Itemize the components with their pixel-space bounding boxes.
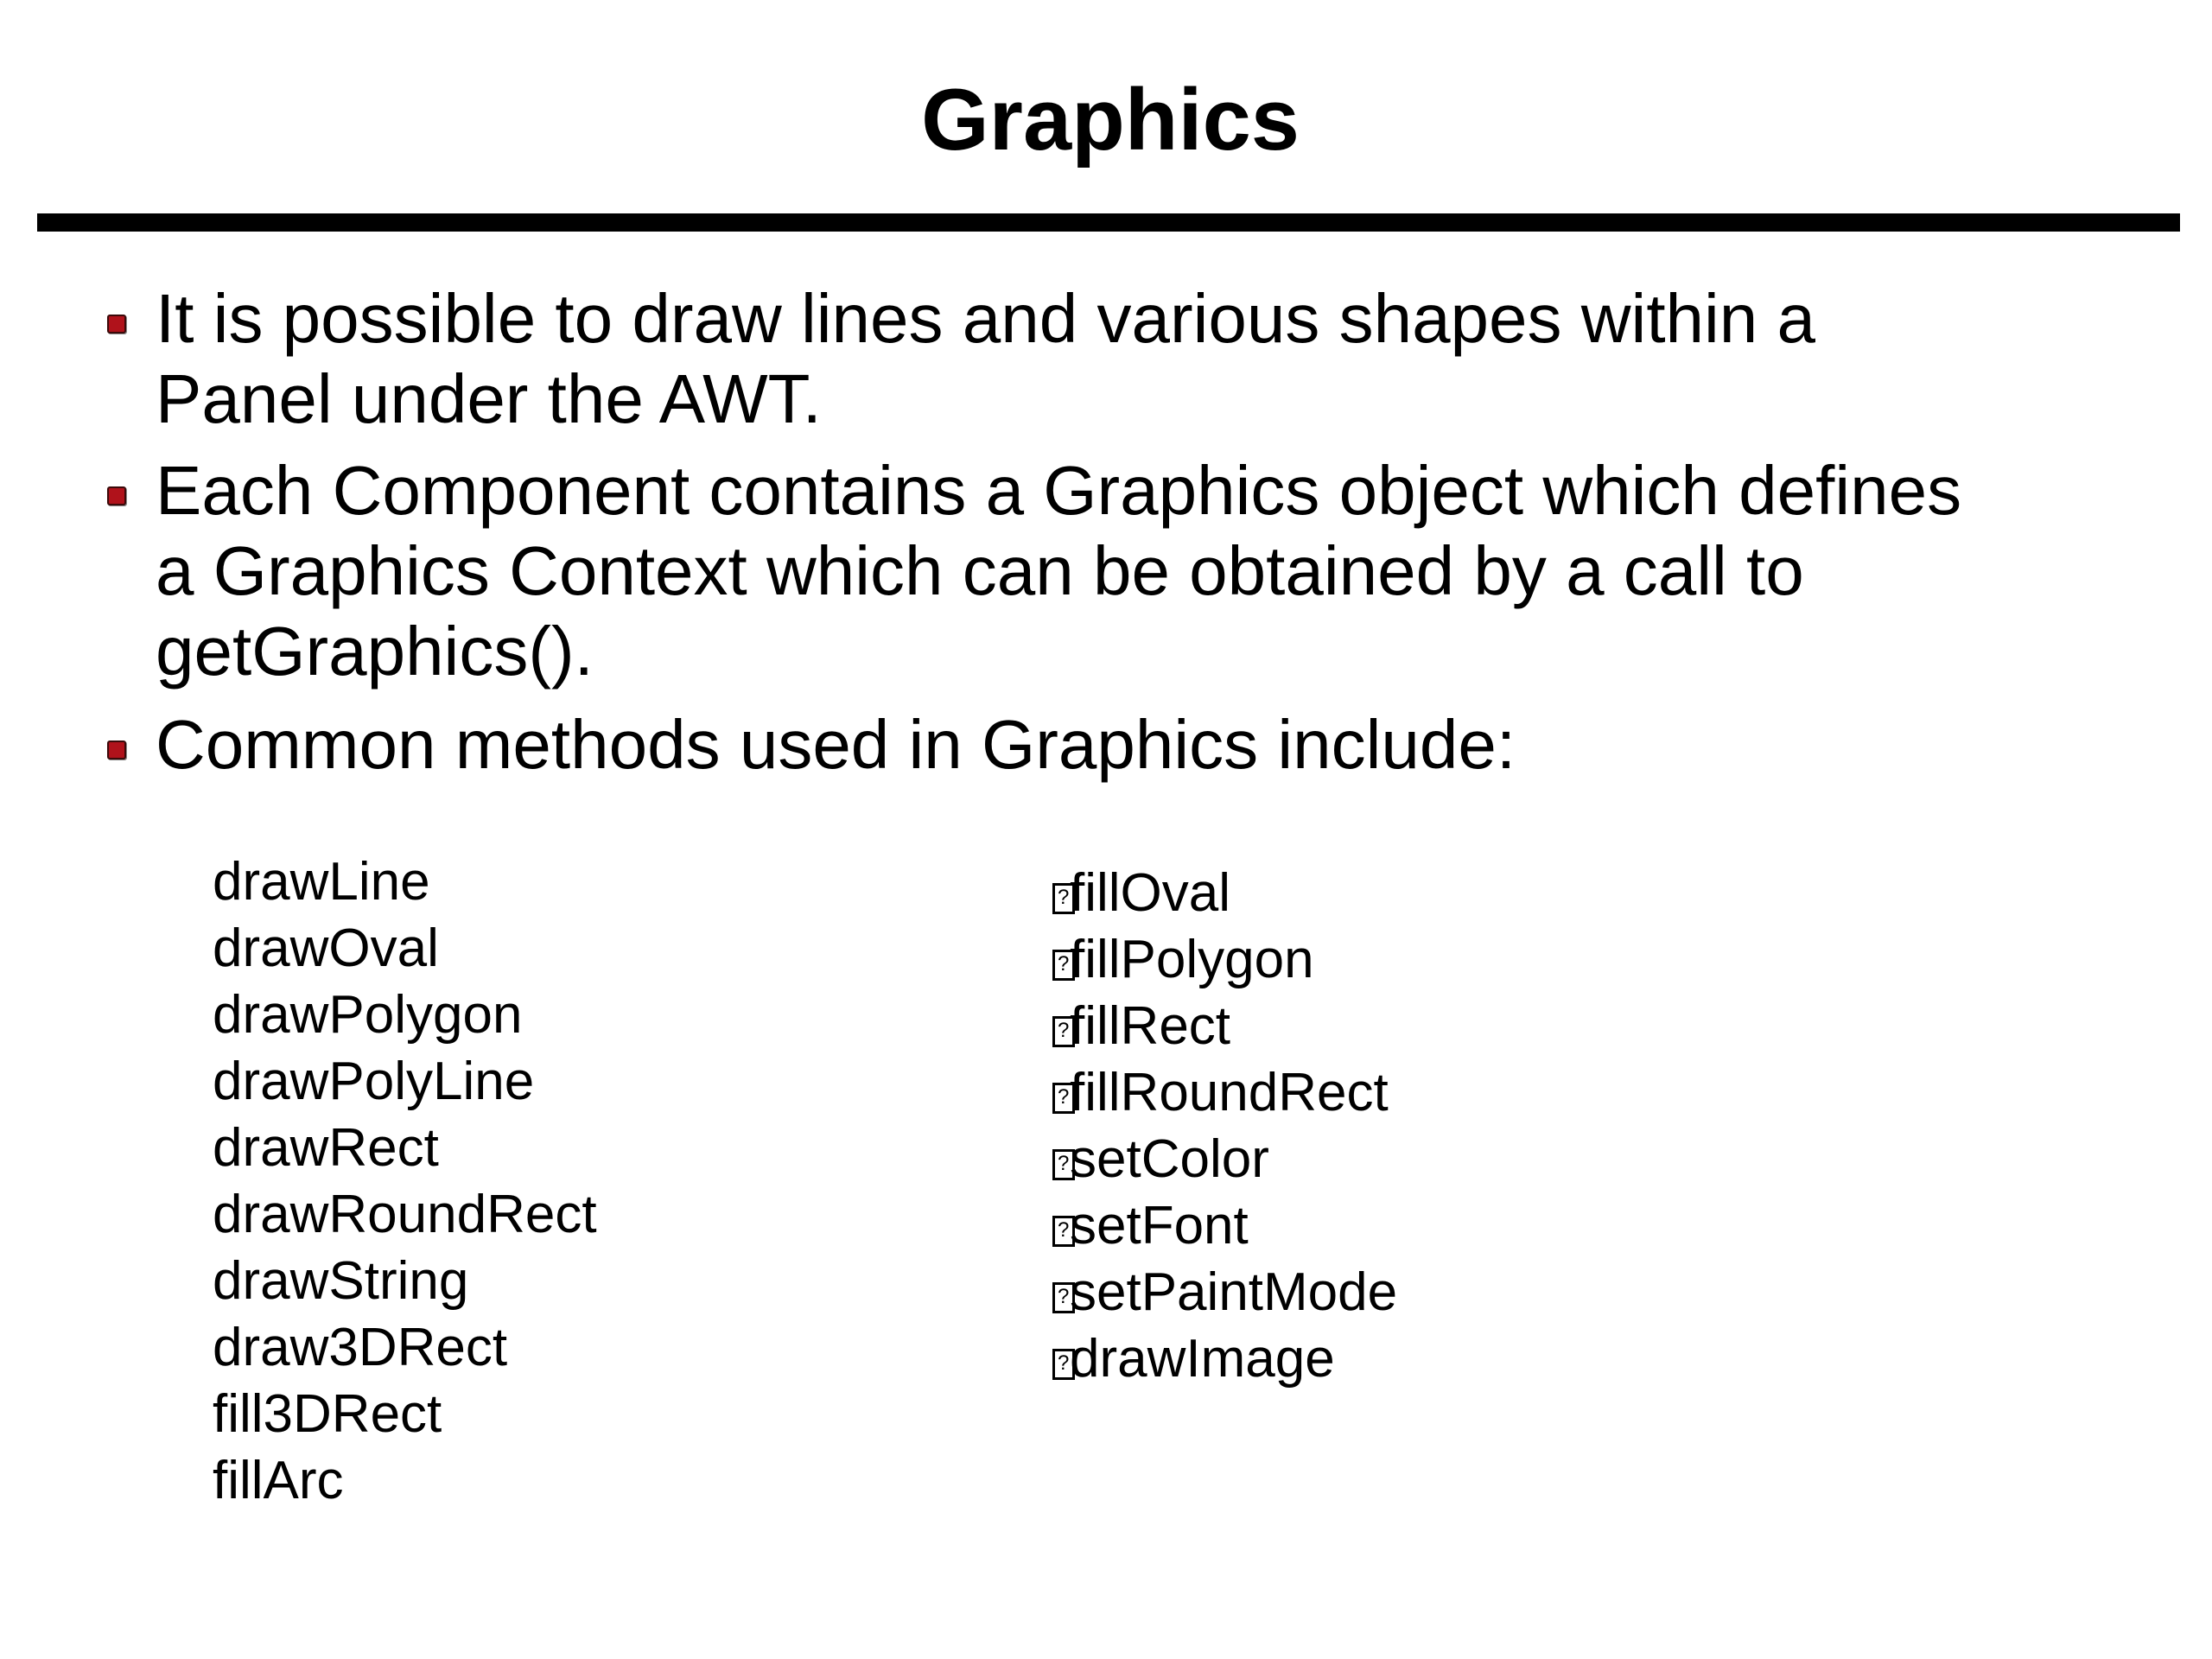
method-item: draw3DRect (213, 1318, 508, 1377)
method-item (1052, 926, 1397, 993)
method-label: fillOval (1070, 863, 1231, 923)
method-item: fill3DRect (213, 1384, 442, 1444)
method-item (1052, 1126, 1397, 1192)
bullet-item (156, 704, 2143, 785)
slide-title: Graphics (921, 72, 1300, 168)
bullet-item (156, 450, 2143, 691)
method-item: drawString (213, 1251, 469, 1311)
missing-glyph-icon (1052, 1083, 1075, 1114)
bullet-text: Common methods used in Graphics include: (156, 706, 1516, 783)
method-item: drawOval (213, 918, 439, 978)
method-item (1052, 1192, 1397, 1259)
method-item: drawLine (213, 852, 430, 912)
title-divider (37, 213, 2180, 232)
method-item (1052, 1325, 1397, 1392)
method-item: drawRoundRect (213, 1185, 597, 1244)
bullet-text: It is possible to draw lines and various shapes within a Panel under the AWT. (156, 280, 1816, 437)
method-item (1052, 1259, 1397, 1325)
square-bullet-icon (107, 741, 126, 760)
bullet-text: Each Component contains a Graphics object which defines a Graphics Context which can be obtained by a call to getGraphics(). (156, 452, 1962, 690)
method-label: drawImage (1070, 1329, 1335, 1389)
method-item: drawPolyLine (213, 1052, 535, 1111)
missing-glyph-icon (1052, 1349, 1075, 1380)
square-bullet-icon (107, 486, 126, 505)
method-item: fillArc (213, 1451, 344, 1510)
method-item (1052, 860, 1397, 926)
method-label: fillPolygon (1070, 930, 1314, 989)
missing-glyph-icon (1052, 950, 1075, 981)
missing-glyph-icon (1052, 1149, 1075, 1180)
method-item: drawRect (213, 1118, 439, 1178)
methods-left-column (213, 849, 597, 1514)
missing-glyph-icon (1052, 1016, 1075, 1047)
methods-right-column (1052, 860, 1397, 1392)
method-label: setFont (1070, 1196, 1249, 1255)
missing-glyph-icon (1052, 883, 1075, 914)
method-label: setColor (1070, 1129, 1269, 1189)
square-bullet-icon (107, 315, 126, 334)
method-label: fillRect (1070, 996, 1231, 1056)
method-label: setPaintMode (1070, 1262, 1398, 1322)
missing-glyph-icon (1052, 1282, 1075, 1313)
method-item (1052, 993, 1397, 1059)
method-label: fillRoundRect (1070, 1063, 1389, 1122)
missing-glyph-icon (1052, 1216, 1075, 1247)
method-item (1052, 1059, 1397, 1126)
method-item: drawPolygon (213, 985, 523, 1045)
bullet-item (156, 278, 2143, 439)
